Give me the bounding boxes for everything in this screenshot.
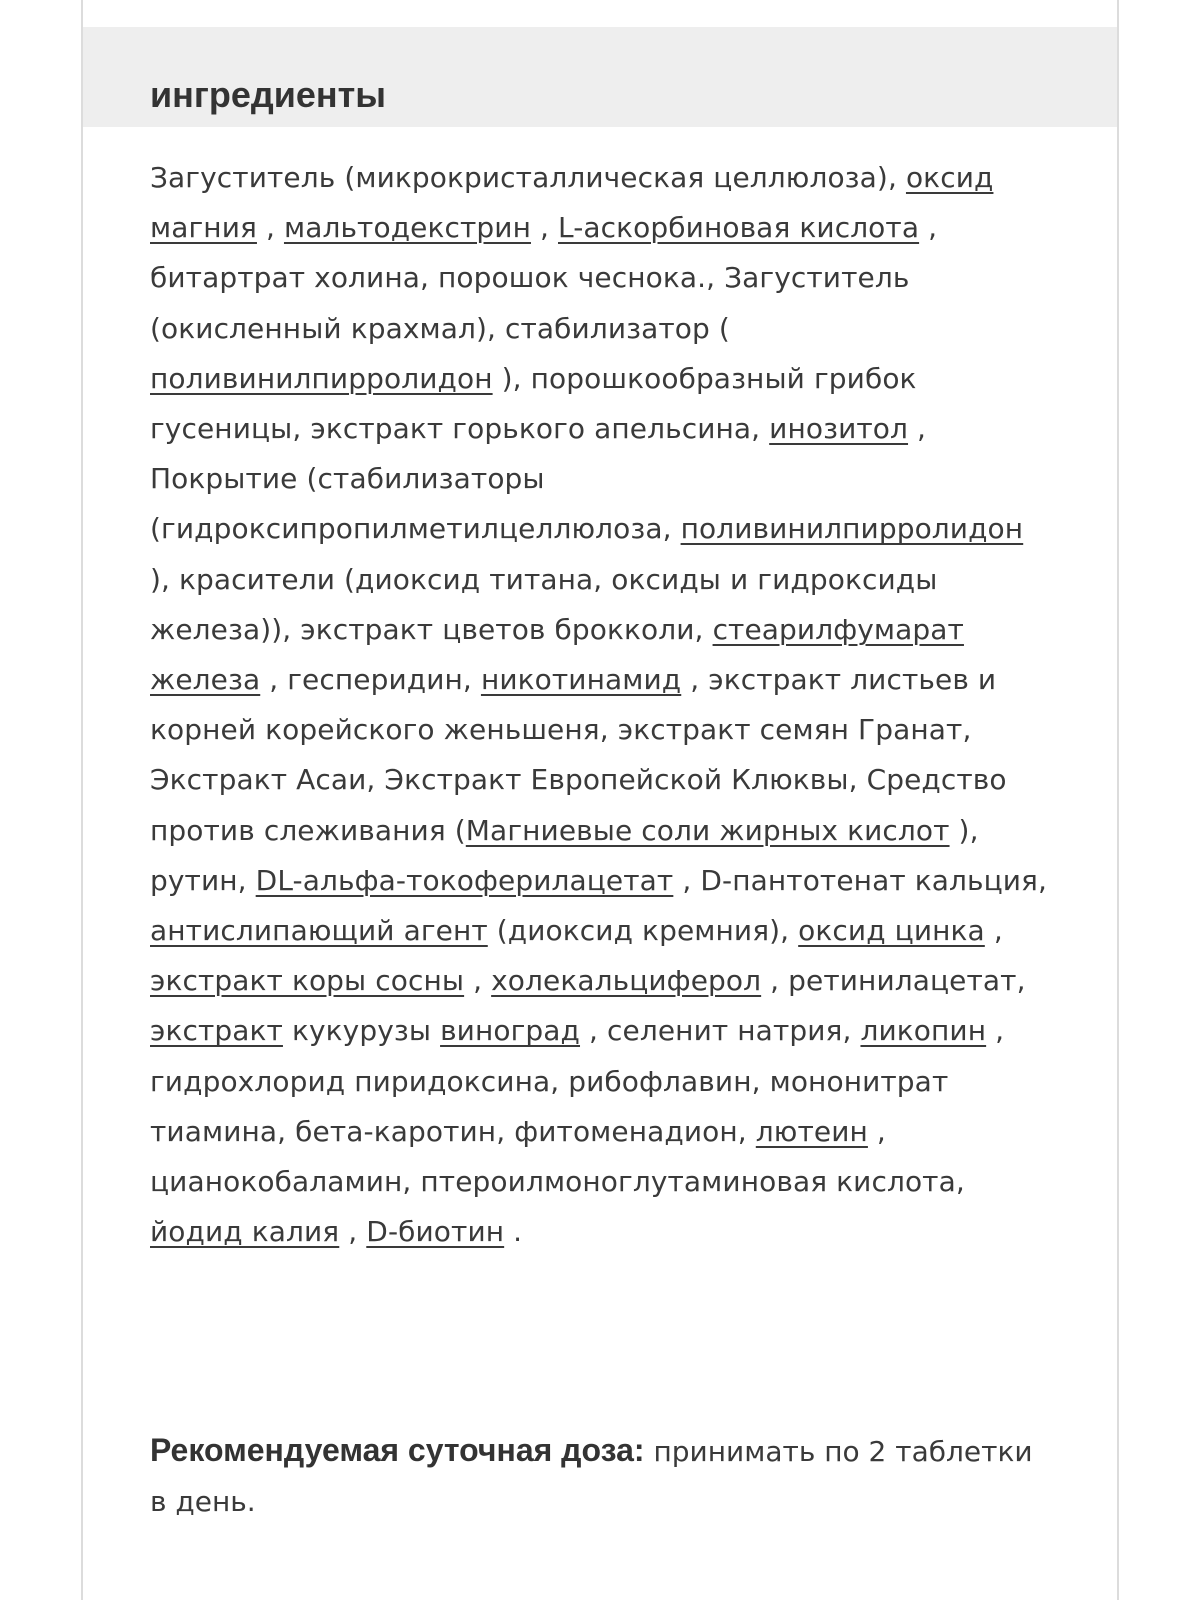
- daily-dose: [150, 1425, 1050, 1527]
- ingredient-text-segment: кукурузы: [282, 1014, 441, 1048]
- ingredient-link[interactable]: D-биотин: [366, 1215, 505, 1249]
- section-title: ингредиенты: [150, 74, 387, 115]
- ingredient-link[interactable]: экстракт: [150, 1014, 283, 1048]
- ingredient-text-segment: , цианокобаламин, птероилмоноглутаминовая кислота,: [150, 1114, 965, 1199]
- ingredient-text-segment: ,: [339, 1215, 367, 1249]
- ingredient-link[interactable]: инозитол: [769, 412, 909, 446]
- ingredient-link[interactable]: виноград: [440, 1014, 581, 1048]
- ingredient-text-segment: , ретинилацетат,: [761, 964, 1026, 998]
- daily-dose-label: Рекомендуемая суточная доза:: [150, 1432, 645, 1468]
- ingredient-text-segment: , экстракт листьев и корней корейского женьшеня, экстракт семян Гранат, Экстракт Асаи, Экстракт Европейской Клюквы, Средство против слеживания (: [150, 663, 1007, 847]
- ingredient-link[interactable]: поливинилпирролидон: [680, 512, 1024, 546]
- ingredient-text-segment: ), порошкообразный грибок гусеницы, экстракт горького апельсина,: [150, 361, 917, 446]
- ingredient-text-segment: ,: [984, 914, 1003, 948]
- ingredient-text-segment: , гесперидин,: [260, 663, 481, 697]
- daily-dose-value: принимать по 2 таблетки в день.: [150, 1435, 1033, 1518]
- ingredient-text-segment: , Покрытие (стабилизаторы (гидроксипропилметилцеллюлоза,: [150, 412, 927, 546]
- ingredient-link[interactable]: антислипающий агент: [150, 914, 488, 948]
- ingredient-link[interactable]: поливинилпирролидон: [150, 361, 493, 395]
- ingredient-text-segment: Загуститель (микрокристаллическая целлюлоза),: [150, 161, 906, 194]
- ingredient-text-segment: , селенит натрия,: [580, 1014, 861, 1048]
- ingredient-link[interactable]: L-аскорбиновая кислота: [558, 211, 920, 245]
- ingredient-text-segment: ,: [530, 211, 558, 245]
- ingredient-text-segment: ,: [464, 964, 492, 998]
- ingredient-text-segment: , D-пантотенат кальция,: [673, 863, 1048, 897]
- ingredient-link[interactable]: стеарилфумарат железа: [150, 612, 964, 697]
- ingredient-link[interactable]: лютеин: [755, 1114, 868, 1148]
- ingredients-section-header: [83, 27, 1117, 127]
- ingredient-link[interactable]: экстракт коры сосны: [150, 964, 465, 998]
- ingredient-link[interactable]: оксид магния: [150, 161, 994, 245]
- ingredient-link[interactable]: йодид калия: [150, 1215, 340, 1249]
- ingredient-text-segment: (диоксид кремния),: [487, 914, 799, 948]
- ingredient-link[interactable]: мальтодекстрин: [283, 211, 531, 245]
- ingredient-text-segment: ), рутин,: [150, 813, 979, 897]
- ingredient-text-segment: .: [504, 1215, 523, 1249]
- ingredient-link[interactable]: ликопин: [860, 1014, 987, 1048]
- ingredient-link[interactable]: никотинамид: [480, 663, 682, 697]
- ingredient-text-segment: , гидрохлорид пиридоксина, рибофлавин, мононитрат тиамина, бета-каротин, фитоменадион,: [150, 1014, 1005, 1148]
- ingredient-link[interactable]: Магниевые соли жирных кислот: [465, 813, 950, 847]
- ingredient-text-segment: , битартрат холина, порошок чеснока., Загуститель (окисленный крахмал), стабилизатор (: [150, 211, 938, 345]
- ingredient-link[interactable]: оксид цинка: [798, 914, 985, 948]
- ingredients-text: [150, 153, 1050, 1257]
- ingredient-link[interactable]: DL-альфа-токоферилацетат: [255, 863, 674, 897]
- ingredient-text-segment: ), красители (диоксид титана, оксиды и гидроксиды железа)), экстракт цветов брокколи,: [150, 562, 938, 646]
- ingredient-text-segment: ,: [256, 211, 284, 245]
- ingredient-link[interactable]: холекальциферол: [491, 964, 762, 998]
- product-info-card: [81, 0, 1119, 1600]
